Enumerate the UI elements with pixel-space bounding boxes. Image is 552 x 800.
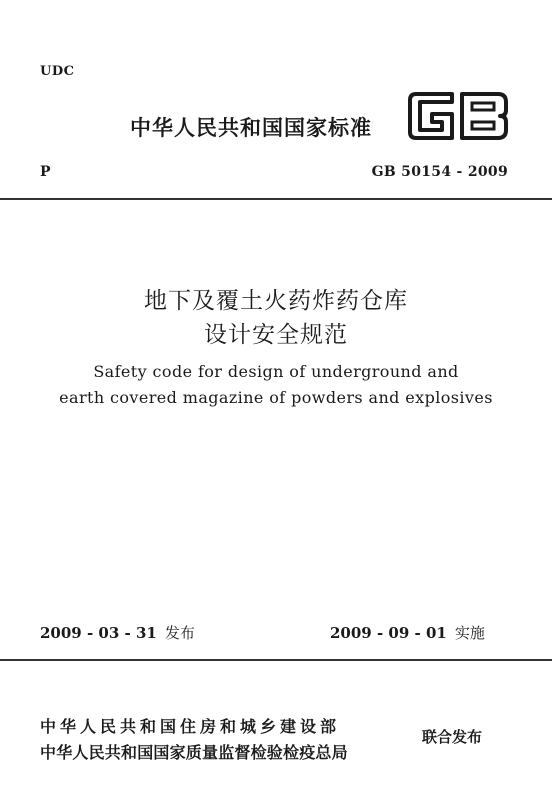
issuer-ministry: 中华人民共和国住房和城乡建设部 [40,717,341,736]
effective-label: 实施 [454,624,485,642]
publish-date-value: 2009 - 03 - 31 [40,624,157,642]
udc-label: UDC [40,64,75,79]
publish-label: 发布 [164,624,195,642]
bottom-divider [0,659,552,661]
title-en-line1: Safety code for design of underground and [93,362,459,381]
category-label: P [40,164,51,180]
title-en-line2: earth covered magazine of powders and explosives [59,388,493,407]
title-zh-line2: 设计安全规范 [204,322,348,348]
effective-date-value: 2009 - 09 - 01 [330,624,447,642]
gb-logo-mark [406,86,510,146]
publish-date [40,622,195,643]
standard-code: GB 50154 - 2009 [371,164,508,180]
issuer-aqsiq: 中华人民共和国国家质量监督检验检疫总局 [40,743,348,762]
standard-organization: 中华人民共和国国家标准 [130,116,372,140]
top-divider [0,198,552,200]
title-zh-line1: 地下及覆土火药炸药仓库 [144,288,408,314]
effective-date [330,622,485,643]
joint-issue-label: 联合发布 [422,728,483,746]
gb-logo [406,86,510,146]
